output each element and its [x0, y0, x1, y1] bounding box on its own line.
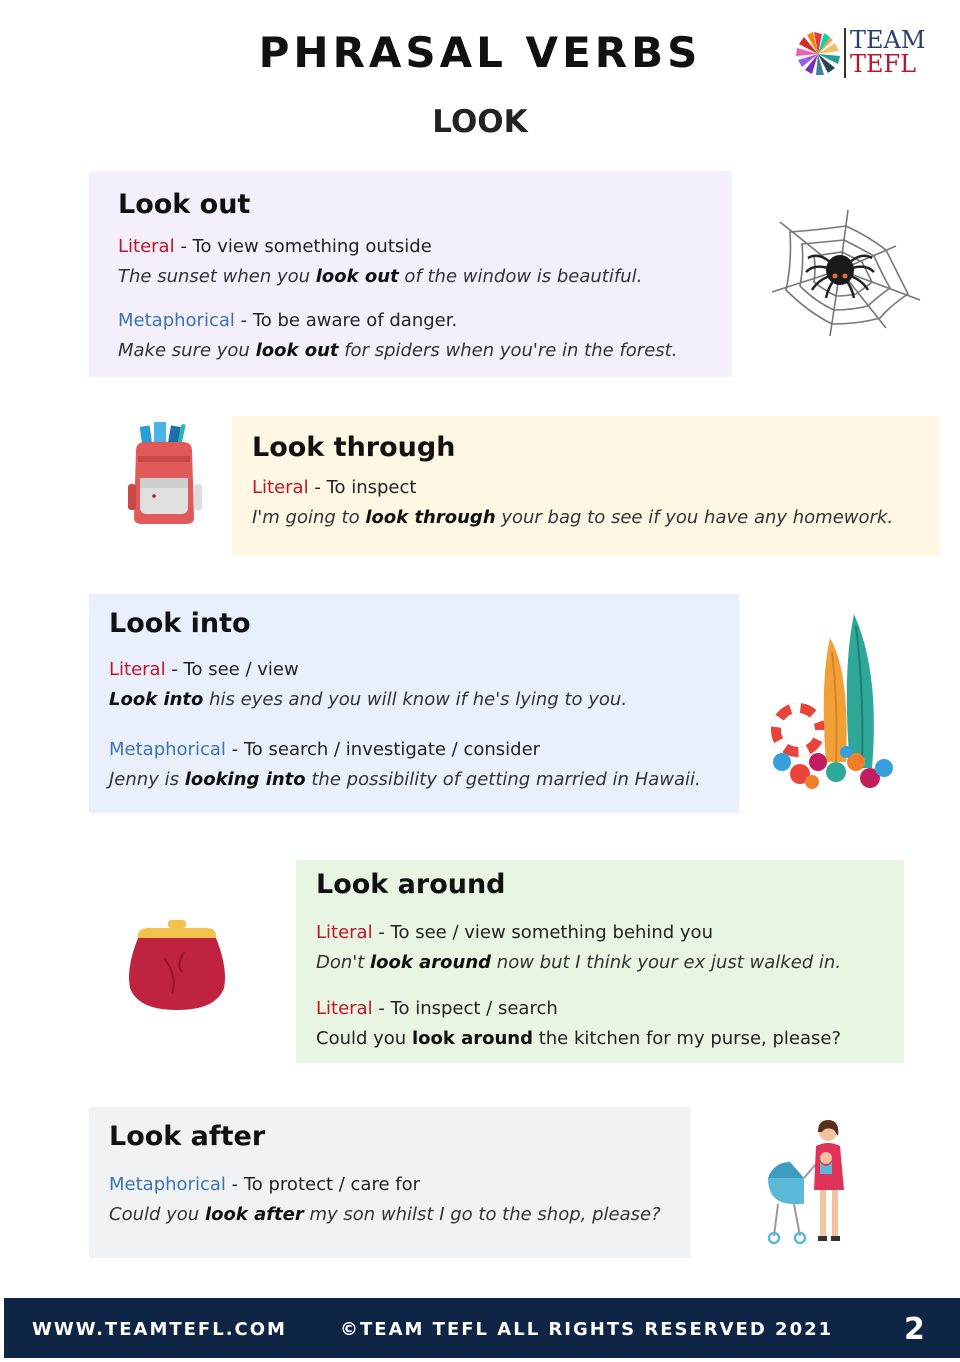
- example-sentence: Look into his eyes and you will know if he's lying to you.: [109, 689, 628, 710]
- separator: -: [308, 477, 327, 498]
- page-title: PHRASAL VERBS: [258, 28, 702, 77]
- example-sentence: The sunset when you look out of the window is beautiful.: [118, 266, 643, 287]
- backpack-icon: [126, 420, 204, 526]
- page-subtitle: LOOK: [432, 104, 528, 140]
- definition-type: Literal: [252, 477, 309, 498]
- card-look-out: [89, 171, 732, 377]
- definition-type: Literal: [109, 659, 166, 680]
- definition-type: Literal: [316, 998, 373, 1019]
- definition-meaning: To be aware of danger.: [252, 310, 458, 331]
- page-number: 2: [904, 1312, 925, 1347]
- example-sentence: I'm going to look through your bag to see if you have any homework.: [252, 507, 894, 528]
- definition-meaning: To view something outside: [192, 236, 432, 257]
- example-sentence: Make sure you look out for spiders when you're in the forest.: [118, 340, 678, 361]
- footer-website-link[interactable]: WWW.TEAMTEFL.COM: [32, 1319, 287, 1340]
- card-heading: Look around: [316, 869, 506, 900]
- logo-line-tefl: TEFL: [850, 50, 917, 78]
- separator: -: [225, 1174, 244, 1195]
- definition-type: Literal: [118, 236, 175, 257]
- spider-web-icon: [768, 206, 924, 340]
- logo-text: [850, 28, 925, 76]
- example-sentence: Jenny is looking into the possibility of getting married in Hawaii.: [109, 769, 701, 790]
- card-heading: Look through: [252, 432, 456, 463]
- card-look-after: [89, 1107, 691, 1258]
- separator: -: [234, 310, 253, 331]
- purse-icon: [124, 918, 230, 1014]
- card-heading: Look into: [109, 608, 251, 639]
- separator: -: [174, 236, 193, 257]
- card-look-around: [296, 860, 904, 1063]
- team-tefl-logo: [792, 26, 942, 82]
- card-heading: Look out: [118, 189, 251, 220]
- separator: -: [165, 659, 184, 680]
- definition-meaning: To see / view something behind you: [390, 922, 713, 943]
- definition-meaning: To protect / care for: [243, 1174, 421, 1195]
- pinwheel-logo-icon: [792, 26, 842, 82]
- card-heading: Look after: [109, 1121, 266, 1152]
- footer-copyright: ©TEAM TEFL ALL RIGHTS RESERVED 2021: [340, 1319, 834, 1340]
- definition-type: Literal: [316, 922, 373, 943]
- example-sentence: Could you look around the kitchen for my purse, please?: [316, 1028, 842, 1049]
- definition-type: Metaphorical: [109, 1174, 226, 1195]
- separator: -: [372, 922, 391, 943]
- logo-divider: [844, 28, 846, 78]
- logo-line-team: TEAM: [850, 26, 926, 54]
- surfboards-flowers-icon: [766, 612, 896, 792]
- separator: -: [225, 739, 244, 760]
- example-sentence: Don't look around now but I think your ex just walked in.: [316, 952, 842, 973]
- definition-meaning: To inspect: [326, 477, 417, 498]
- mother-pram-icon: [764, 1118, 856, 1250]
- footer-bar: [4, 1298, 960, 1358]
- card-look-into: [89, 594, 739, 813]
- separator: -: [372, 998, 391, 1019]
- definition-type: Metaphorical: [118, 310, 235, 331]
- card-look-through: [232, 416, 940, 556]
- definition-meaning: To see / view: [183, 659, 299, 680]
- definition-type: Metaphorical: [109, 739, 226, 760]
- definition-meaning: To inspect / search: [390, 998, 558, 1019]
- example-sentence: Could you look after my son whilst I go to the shop, please?: [109, 1204, 661, 1225]
- definition-meaning: To search / investigate / consider: [243, 739, 541, 760]
